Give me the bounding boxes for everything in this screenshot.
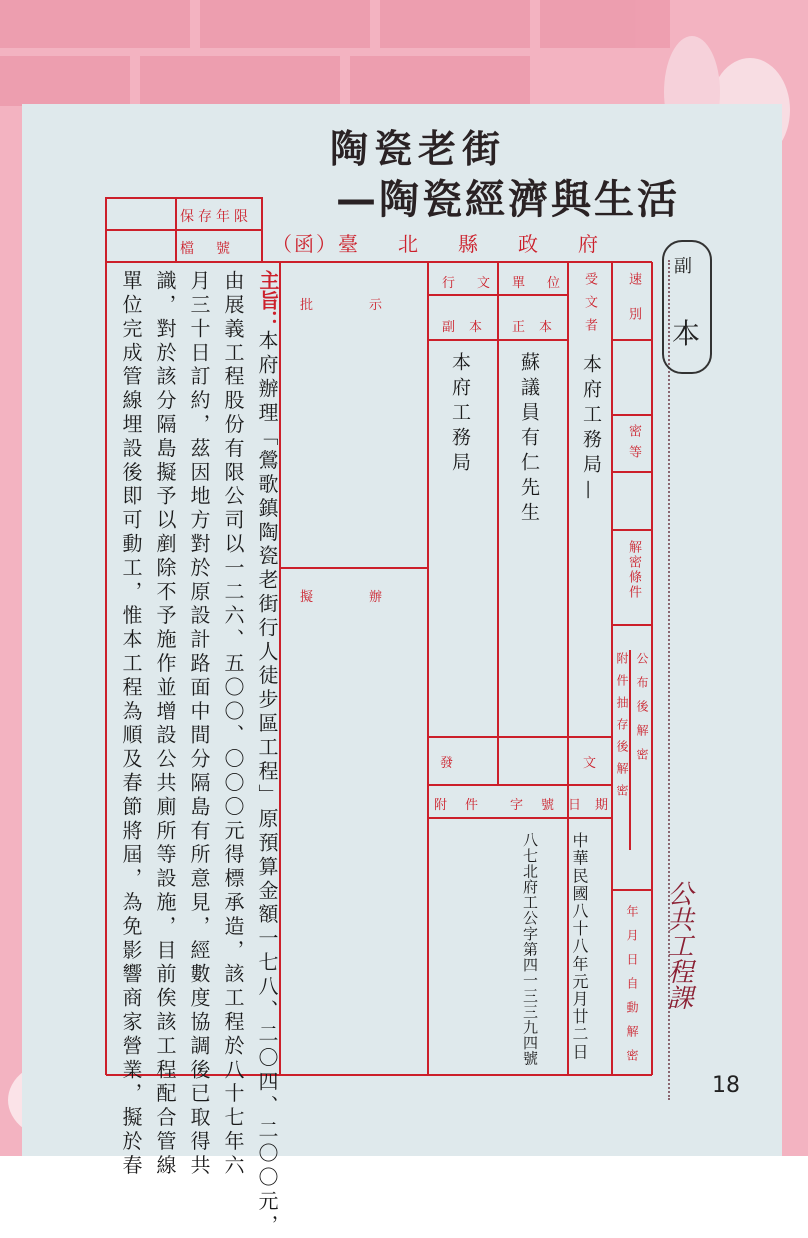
doc-type: （函）	[272, 232, 338, 256]
body-column-5: 單位完成管線埋設後即可動工，惟本工程為順及春節將屆，為免影響商家營業，擬於春	[119, 270, 143, 1179]
publish-label: 公布後解密	[635, 652, 649, 772]
secret-label: 密等	[626, 424, 641, 466]
issue-date: 中華民國八十八年元月廿二日	[570, 832, 589, 1061]
original-label: 正本	[512, 320, 567, 335]
body-column-4: 識，對於該分隔島擬予以剷除不予施作並增設公共廁所等設施，目前俟該工程配合管線	[153, 270, 177, 1179]
copy-label: 副本	[442, 320, 497, 335]
number-label: 字號	[510, 798, 573, 813]
issue-label: 發文	[440, 756, 727, 771]
recipient-mark: —	[578, 480, 600, 499]
handwritten-note: 公共工程課	[663, 880, 693, 1010]
org-name: 臺北縣政府	[338, 232, 638, 256]
body-column-3: 月三十日訂約，茲因地方對於原設計路面中間分隔島有所意見，經數度協調後已取得共	[187, 270, 211, 1179]
title-line-2: —陶瓷經濟與生活	[336, 177, 680, 223]
draft-label: 擬辦	[300, 590, 439, 605]
document-number: 八七北府工公字第四一三三九四號	[521, 832, 539, 1066]
recipient-value: 本府工務局	[580, 354, 602, 479]
speed-label: 速別	[626, 272, 641, 342]
copy-stamp-top: 副	[674, 256, 692, 277]
subject-label: 主旨：	[256, 270, 280, 330]
body-column-1: 本府辦理「鶯歌鎮陶瓷老街行人徒步區工程」原預算金額一七八、二〇四、二〇〇元，	[255, 330, 279, 1238]
declass-label: 解密條件	[626, 540, 641, 600]
instruction-label: 批示	[300, 298, 439, 313]
auto-declass-label: 年月日自動解密	[625, 905, 639, 1073]
body-column-2: 由展義工程股份有限公司以一二六、五〇〇、〇〇〇元得標承造，該工程於八十七年六	[221, 270, 245, 1179]
attachment-label: 附件抽存後解密	[615, 652, 629, 806]
original-recipient: 蘇議員有仁先生	[518, 352, 540, 527]
page-number: 18	[712, 1073, 740, 1098]
file-number-label: 檔號	[180, 241, 252, 257]
title-line-1: 陶瓷老街	[330, 127, 507, 171]
attachment-col-label: 附件	[434, 798, 497, 813]
issuing-unit-label: 行文單位	[442, 276, 583, 291]
date-label: 日期	[568, 798, 623, 813]
copy-recipient: 本府工務局	[449, 352, 471, 477]
recipient-label: 受文者	[582, 272, 597, 341]
retention-label: 保存年限	[180, 209, 252, 225]
copy-stamp-char: 本	[672, 317, 701, 350]
